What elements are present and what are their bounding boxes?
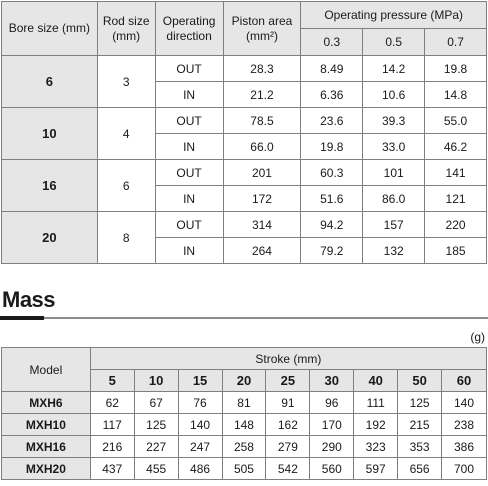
force-cell: 14.8: [425, 82, 487, 108]
bore-size-cell: 20: [2, 212, 98, 264]
stroke-value: 25: [266, 370, 310, 392]
mass-unit-label: (g): [470, 330, 485, 344]
mass-cell: 505: [222, 458, 266, 480]
mass-cell: 91: [266, 392, 310, 414]
force-cell: 141: [425, 160, 487, 186]
model-cell: MXH16: [2, 436, 91, 458]
piston-area-cell: 201: [223, 160, 301, 186]
force-cell: 8.49: [301, 56, 363, 82]
mass-table: [1, 347, 487, 480]
force-cell: 86.0: [363, 186, 425, 212]
mass-cell: 148: [222, 414, 266, 436]
force-cell: 6.36: [301, 82, 363, 108]
header-model: Model: [2, 348, 91, 392]
stroke-value: 10: [134, 370, 178, 392]
mass-cell: 96: [310, 392, 354, 414]
direction-cell: IN: [155, 186, 223, 212]
direction-cell: OUT: [155, 160, 223, 186]
divider-accent: [0, 316, 44, 320]
mass-cell: 81: [222, 392, 266, 414]
stroke-value: 5: [90, 370, 134, 392]
piston-area-cell: 66.0: [223, 134, 301, 160]
mass-cell: 455: [134, 458, 178, 480]
force-cell: 23.6: [301, 108, 363, 134]
stroke-value: 50: [398, 370, 442, 392]
section-divider: [0, 316, 488, 320]
force-cell: 220: [425, 212, 487, 238]
mass-cell: 192: [354, 414, 398, 436]
mass-cell: 353: [398, 436, 442, 458]
mass-cell: 162: [266, 414, 310, 436]
force-cell: 60.3: [301, 160, 363, 186]
bore-size-cell: 6: [2, 56, 98, 108]
direction-cell: IN: [155, 82, 223, 108]
mass-cell: 542: [266, 458, 310, 480]
direction-cell: OUT: [155, 56, 223, 82]
direction-cell: IN: [155, 134, 223, 160]
mass-cell: 700: [442, 458, 487, 480]
mass-cell: 486: [178, 458, 222, 480]
model-cell: MXH10: [2, 414, 91, 436]
force-cell: 46.2: [425, 134, 487, 160]
header-stroke: Stroke (mm): [90, 348, 486, 370]
mass-cell: 386: [442, 436, 487, 458]
stroke-value: 60: [442, 370, 487, 392]
mass-cell: 247: [178, 436, 222, 458]
mass-cell: 140: [178, 414, 222, 436]
header-pressure-value: 0.5: [363, 29, 425, 56]
header-operating-direction: Operating direction: [155, 2, 223, 56]
mass-cell: 67: [134, 392, 178, 414]
header-operating-pressure: Operating pressure (MPa): [301, 2, 487, 29]
header-pressure-value: 0.3: [301, 29, 363, 56]
mass-cell: 62: [90, 392, 134, 414]
stroke-value: 40: [354, 370, 398, 392]
mass-cell: 170: [310, 414, 354, 436]
piston-area-cell: 78.5: [223, 108, 301, 134]
mass-cell: 238: [442, 414, 487, 436]
force-cell: 157: [363, 212, 425, 238]
direction-cell: OUT: [155, 212, 223, 238]
header-bore-size: Bore size (mm): [2, 2, 98, 56]
force-cell: 19.8: [425, 56, 487, 82]
stroke-value: 30: [310, 370, 354, 392]
divider-line: [44, 317, 488, 319]
force-cell: 94.2: [301, 212, 363, 238]
force-cell: 39.3: [363, 108, 425, 134]
mass-cell: 560: [310, 458, 354, 480]
mass-cell: 227: [134, 436, 178, 458]
theoretical-output-table: [1, 1, 487, 264]
model-cell: MXH6: [2, 392, 91, 414]
force-cell: 19.8: [301, 134, 363, 160]
stroke-value: 15: [178, 370, 222, 392]
mass-cell: 216: [90, 436, 134, 458]
piston-area-cell: 172: [223, 186, 301, 212]
stroke-value: 20: [222, 370, 266, 392]
direction-cell: IN: [155, 238, 223, 264]
rod-size-cell: 4: [97, 108, 155, 160]
header-piston-area: Piston area (mm²): [223, 2, 301, 56]
mass-cell: 215: [398, 414, 442, 436]
force-cell: 10.6: [363, 82, 425, 108]
mass-cell: 117: [90, 414, 134, 436]
rod-size-cell: 6: [97, 160, 155, 212]
mass-cell: 111: [354, 392, 398, 414]
bore-size-cell: 10: [2, 108, 98, 160]
piston-area-cell: 28.3: [223, 56, 301, 82]
force-cell: 79.2: [301, 238, 363, 264]
mass-cell: 279: [266, 436, 310, 458]
header-rod-size: Rod size (mm): [97, 2, 155, 56]
piston-area-cell: 314: [223, 212, 301, 238]
force-cell: 132: [363, 238, 425, 264]
mass-cell: 125: [134, 414, 178, 436]
mass-cell: 76: [178, 392, 222, 414]
force-cell: 121: [425, 186, 487, 212]
force-cell: 51.6: [301, 186, 363, 212]
mass-cell: 597: [354, 458, 398, 480]
rod-size-cell: 8: [97, 212, 155, 264]
piston-area-cell: 21.2: [223, 82, 301, 108]
mass-cell: 258: [222, 436, 266, 458]
mass-cell: 140: [442, 392, 487, 414]
mass-cell: 125: [398, 392, 442, 414]
direction-cell: OUT: [155, 108, 223, 134]
model-cell: MXH20: [2, 458, 91, 480]
force-cell: 14.2: [363, 56, 425, 82]
force-cell: 55.0: [425, 108, 487, 134]
force-cell: 33.0: [363, 134, 425, 160]
force-cell: 185: [425, 238, 487, 264]
mass-cell: 323: [354, 436, 398, 458]
mass-cell: 656: [398, 458, 442, 480]
mass-section-title: Mass: [2, 287, 56, 312]
piston-area-cell: 264: [223, 238, 301, 264]
force-cell: 101: [363, 160, 425, 186]
header-pressure-value: 0.7: [425, 29, 487, 56]
bore-size-cell: 16: [2, 160, 98, 212]
mass-cell: 437: [90, 458, 134, 480]
rod-size-cell: 3: [97, 56, 155, 108]
mass-cell: 290: [310, 436, 354, 458]
